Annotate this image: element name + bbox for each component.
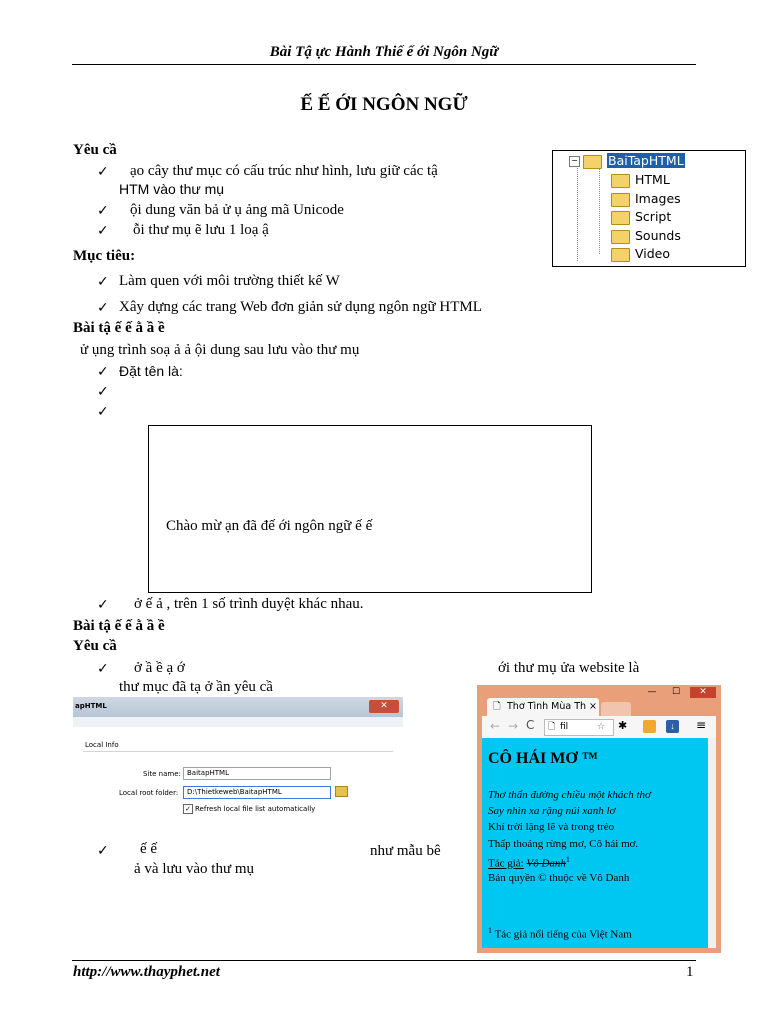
check-icon: ✓ xyxy=(97,384,109,400)
folder-icon xyxy=(611,174,630,188)
ex2-line2: thư mục đã tạ ở ần yêu cầ xyxy=(119,679,273,695)
tree-item-script: Script xyxy=(611,209,671,225)
folder-tree-image xyxy=(552,150,746,267)
check-icon: ✓ xyxy=(97,203,109,219)
goal-item-2: Xây dựng các trang Web đơn giản sử dụng ngôn ngữ HTML xyxy=(119,299,482,315)
ex2-create-a: ế ế xyxy=(140,841,158,857)
poem-line-2: Say nhìn xa rặng núi xanh lơ xyxy=(488,805,616,817)
check-icon: ✓ xyxy=(97,661,109,677)
tree-item-sounds: Sounds xyxy=(611,228,681,244)
footer-url[interactable]: http://www.thayphet.net xyxy=(73,964,220,980)
document-title: Ế Ế ỚI NGÔN NGỮ xyxy=(300,94,468,115)
poem-heading: CÔ HÁI MƠ ™ xyxy=(488,750,598,767)
page-icon: 🗋 xyxy=(493,701,501,712)
tree-item-video: Video xyxy=(611,246,670,262)
dialog-titlebar xyxy=(73,697,403,717)
refresh-checkbox[interactable]: ✓ xyxy=(183,804,193,814)
collapse-icon: − xyxy=(569,156,580,167)
exercise-2-label: Bài tậ ế ế ằ ầ ề xyxy=(73,618,165,634)
site-name-label: Site name: xyxy=(143,770,181,778)
page-content xyxy=(482,738,708,948)
folder-icon xyxy=(611,230,630,244)
folder-icon xyxy=(611,193,630,207)
check-icon: ✓ xyxy=(97,364,109,380)
site-setup-dialog xyxy=(73,697,403,819)
root-folder-label: Local root folder: xyxy=(119,789,179,797)
check-icon: ✓ xyxy=(97,404,109,420)
goal-item-1: Làm quen với môi trường thiết kế W xyxy=(119,273,340,289)
site-name-input[interactable]: BaitapHTML xyxy=(183,767,331,780)
preview-frame xyxy=(148,425,592,593)
tree-item-html: HTML xyxy=(611,172,670,188)
footnote: $^1$ Tác giả nổi tiếng của Việt Nam xyxy=(488,926,632,941)
name-item: Đặt tên là: xyxy=(119,363,183,379)
ex2-create-b: như mẫu bê xyxy=(370,843,441,859)
page-icon: 🗋 xyxy=(548,722,556,732)
back-icon[interactable]: ← xyxy=(490,719,501,733)
author-label: Tác giả: xyxy=(488,857,524,870)
ex2-line1-b: ới thư mụ ửa website là xyxy=(498,660,640,676)
folder-icon xyxy=(611,211,630,225)
root-folder-input[interactable]: D:\Thietkeweb\BaitapHTML xyxy=(183,786,331,799)
req-item-1: ạo cây thư mục có cấu trúc như hình, lưu giữ các tậ xyxy=(130,163,438,179)
browse-folder-icon[interactable] xyxy=(335,786,348,797)
poem-line-1: Thơ thẩn đường chiều một khách thơ xyxy=(488,789,651,801)
author-line xyxy=(488,855,570,870)
ex2-line1-a: ở ầ ề ạ ớ xyxy=(134,660,185,676)
tab-close-icon[interactable]: × xyxy=(589,701,597,712)
scrollbar[interactable] xyxy=(708,738,716,948)
exercise-2-requirements: Yêu cầ xyxy=(73,638,117,654)
poem-line-3: Khí trời lặng lẽ và trong trẻo xyxy=(488,821,615,833)
browser-window xyxy=(477,685,721,953)
menu-icon[interactable]: ≡ xyxy=(696,718,707,732)
folder-icon xyxy=(583,155,602,169)
local-info-heading: Local Info xyxy=(85,741,119,749)
reload-icon[interactable]: C xyxy=(526,718,535,732)
view-item: ở ế ả , trên 1 số trình duyệt khác nhau. xyxy=(134,596,364,612)
dialog-title: apHTML xyxy=(75,702,107,710)
close-icon[interactable]: ✕ xyxy=(369,700,399,713)
folder-icon xyxy=(611,248,630,262)
check-icon: ✓ xyxy=(97,164,109,180)
poem-line-4: Thấp thoáng rừng mơ, Cô hái mơ. xyxy=(488,838,639,850)
check-icon: ✓ xyxy=(97,300,109,316)
address-bar[interactable]: 🗋 fil ☆ xyxy=(544,719,614,736)
download-icon[interactable]: ↓ xyxy=(666,720,679,733)
minimize-icon[interactable]: — xyxy=(647,687,657,697)
copyright-line: Bản quyền © thuộc về Vô Danh xyxy=(488,872,630,884)
exercise-1-intro: ử ụng trình soạ ả ả ội dung sau lưu vào thư mụ xyxy=(80,342,360,358)
extension-bug-icon[interactable]: ✱ xyxy=(618,720,628,732)
page-header: Bài Tậ ực Hành Thiế ế ới Ngôn Ngữ xyxy=(269,44,499,60)
refresh-label: Refresh local file list automatically xyxy=(195,805,316,813)
footnote-mark: 1 xyxy=(565,855,570,864)
tree-root: − BaiTapHTML xyxy=(569,153,685,169)
extension-icon[interactable] xyxy=(643,720,656,733)
header-rule xyxy=(72,64,696,65)
welcome-text: Chào mừ ạn đã đế ới ngôn ngữ ế ế xyxy=(166,518,373,534)
browser-toolbar xyxy=(482,716,716,738)
tree-item-images: Images xyxy=(611,191,681,207)
page-number: 1 xyxy=(686,964,694,980)
req-item-2: ội dung văn bả ử ụ ảng mã Unicode xyxy=(130,202,344,218)
check-icon: ✓ xyxy=(97,597,109,613)
req-item-3: ỗi thư mụ ẽ lưu 1 loạ ậ xyxy=(133,222,269,238)
new-tab-button[interactable] xyxy=(601,702,631,716)
window-close-icon[interactable]: ✕ xyxy=(690,687,716,698)
requirements-label: Yêu cầ xyxy=(73,142,117,158)
author-name[interactable]: Vô Danh xyxy=(526,857,566,870)
ex2-create-c: ả và lưu vào thư mụ xyxy=(134,861,254,877)
bookmark-star-icon[interactable]: ☆ xyxy=(597,722,606,732)
goals-label: Mục tiêu: xyxy=(73,248,136,264)
check-icon: ✓ xyxy=(97,843,109,859)
maximize-icon[interactable]: ☐ xyxy=(671,687,681,697)
exercise-1-label: Bài tậ ế ế ằ ầ ề xyxy=(73,320,165,336)
footer-rule xyxy=(72,960,696,961)
check-icon: ✓ xyxy=(97,274,109,290)
req-item-1-cont: HTM vào thư mụ xyxy=(119,181,225,197)
browser-tab[interactable]: 🗋 Thơ Tình Mùa Th × xyxy=(487,698,599,716)
check-icon: ✓ xyxy=(97,223,109,239)
forward-icon[interactable]: → xyxy=(508,719,519,733)
